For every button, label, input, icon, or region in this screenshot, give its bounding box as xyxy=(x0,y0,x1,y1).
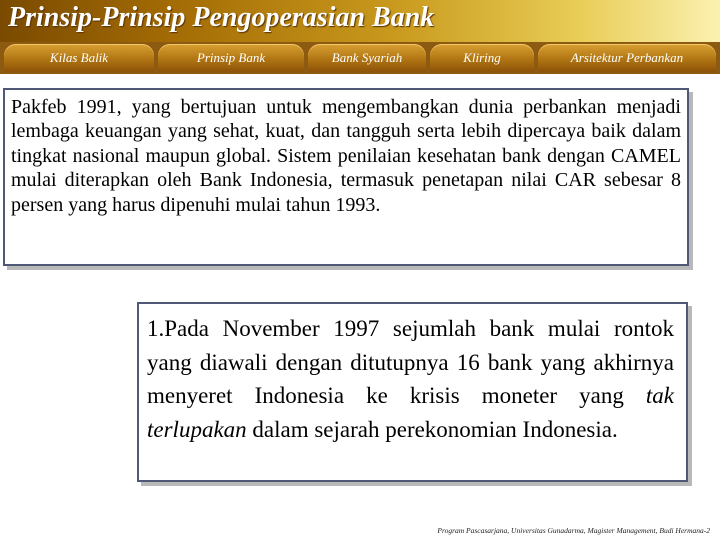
tab-kliring[interactable]: Kliring xyxy=(430,44,534,72)
tab-prinsip-bank[interactable]: Prinsip Bank xyxy=(158,44,304,72)
text-box-krisis xyxy=(137,302,688,482)
nav-tab-bar xyxy=(0,42,720,74)
text-box-pakfeb xyxy=(3,88,689,266)
slide-header xyxy=(0,0,720,42)
tab-arsitektur-perbankan[interactable]: Arsitektur Perbankan xyxy=(538,44,716,72)
footer-credit: Program Pascasarjana, Universitas Gunadarma, Magister Management, Budi Hermana-2 xyxy=(437,526,710,535)
slide-title: Prinsip-Prinsip Pengoperasian Bank xyxy=(8,2,435,33)
paragraph-krisis-emphasis: tak terlupakan xyxy=(147,383,674,442)
paragraph-pakfeb-text: Pakfeb 1991, yang bertujuan untuk mengembangkan dunia perbankan menjadi lembaga keuangan yang sehat, kuat, dan tangguh serta lebih dipercaya baik dalam tingkat nasional maupun global. Sistem penilaian kesehatan bank dengan CAMEL mulai diterapkan oleh Bank Indonesia, termasuk penetapan nilai CAR sebesar 8 persen yang harus dipenuhi mulai tahun 1993. xyxy=(11,96,681,216)
paragraph-krisis-text: 1.Pada November 1997 sejumlah bank mulai rontok yang diawali dengan ditutupnya 16 bank yang akhirnya menyeret Indonesia ke krisis moneter yang xyxy=(147,316,674,408)
tab-kilas-balik[interactable]: Kilas Balik xyxy=(4,44,154,72)
tab-bank-syariah[interactable]: Bank Syariah xyxy=(308,44,426,72)
paragraph-krisis-text-end: dalam sejarah perekonomian Indonesia. xyxy=(246,416,618,442)
